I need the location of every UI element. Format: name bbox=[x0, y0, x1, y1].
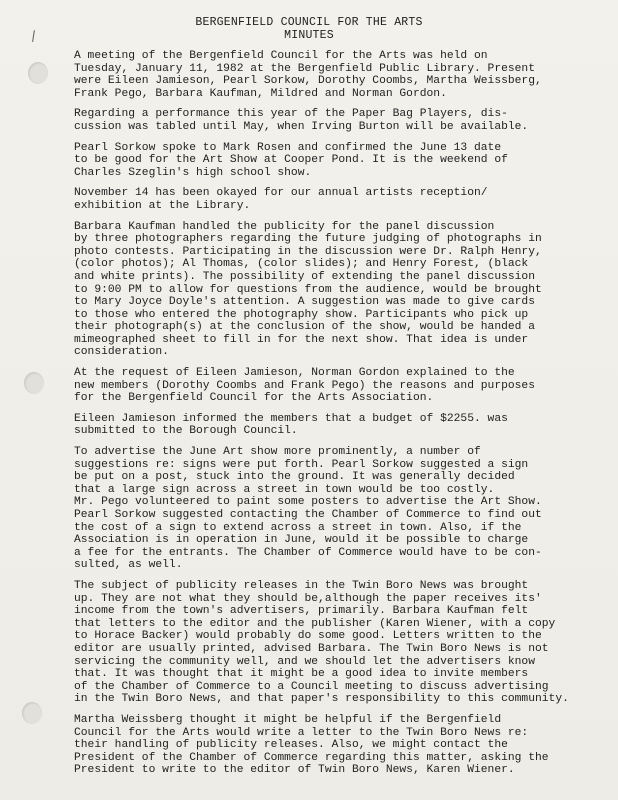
paragraph-publicity-releases: The subject of publicity releases in the Twin Boro News was brought up. They are not what they should be,although the paper receives its' income from the town's advertisers, primarily. Barbara Kaufman felt that letters to the editor and the publisher (Karen Wiener, with a copy to Horace Backer) would probably do some good. Letters written to the editor are usually printed, advised Barbara. The Twin Boro News is not servicing the community well, and we should let the advertisers know that. It was thought that it might be a good idea to invite members of the Chamber of Commerce to a Council meeting to discuss advertising in the Twin Boro News, and that paper's responsibility to this community. bbox=[74, 579, 569, 706]
punch-hole-middle bbox=[24, 372, 44, 394]
document-title: BERGENFIELD COUNCIL FOR THE ARTS bbox=[195, 16, 423, 29]
paragraph-budget: Eileen Jamieson informed the members that a budget of $2255. was submitted to the Borough Council. bbox=[74, 412, 508, 438]
pen-mark: / bbox=[27, 29, 41, 47]
paragraph-art-show-signs: To advertise the June Art show more prominently, a number of suggestions re: signs were put forth. Pearl Sorkow suggested a sign be put on a post, stuck into the ground. It was generally decided that a large sign across a street in town would be too costly. Mr. Pego volunteered to paint some posters to advertise the Art Show. Pearl Sorkow suggested contacting the Chamber of Commerce to find out the cost of a sign to extend across a street in town. Also, if the Association is in operation in June, would it be possible to charge a fee for the entrants. The Chamber of Commerce would have to be con- sulted, as well. bbox=[74, 446, 542, 572]
paragraph-paper-bag-players: Regarding a performance this year of the Paper Bag Players, dis- cussion was tabled until May, when Irving Burton will be available. bbox=[74, 108, 529, 133]
paragraph-panel-discussion: Barbara Kaufman handled the publicity for the panel discussion by three photographers regarding the future judging of photographs in photo contests. Participating in the discussion were Dr. Ralph Henry, (color photos); Al Thomas, (color slides); and Henry Forest, (black and white prints). The possibility of extending the panel discussion to 9:00 PM to allow for questions from the audience, would be brought to Mary Joyce Doyle's attention. A suggestion was made to give cards to those who entered the photography show. Participants who pick up their photograph(s) at the conclusion of the show, would be handed a mimeographed sheet to fill in for the next show. That idea is under consideration. bbox=[74, 220, 542, 359]
paragraph-letter-suggestion: Martha Weissberg thought it might be helpful if the Bergenfield Council for the Arts would write a letter to the Twin Boro News re: their handling of publicity releases. Also, we might contact the President of the Chamber of Commerce regarding this matter, asking the President to write to the editor of Twin Boro News, Karen Wiener. bbox=[74, 713, 549, 777]
document-subtitle: MINUTES bbox=[284, 29, 334, 42]
paragraph-november-reception: November 14 has been okayed for our annual artists reception/ exhibition at the Library. bbox=[74, 187, 488, 212]
punch-hole-bottom bbox=[22, 702, 42, 724]
minutes-body bbox=[74, 50, 590, 785]
paragraph-meeting: A meeting of the Bergenfield Council for the Arts was held on Tuesday, January 11, 1982 at the Bergenfield Public Library. Present were Eileen Jamieson, Pearl Sorkow, Dorothy Coombs, Martha Weissberg, Frank Pego, Barbara Kaufman, Mildred and Norman Gordon. bbox=[74, 50, 542, 100]
punch-hole-top bbox=[28, 62, 48, 84]
paragraph-new-members: At the request of Eileen Jamieson, Norman Gordon explained to the new members (Dorothy Coombs and Frank Pego) the reasons and purposes for the Bergenfield Council for the Arts Association. bbox=[74, 367, 535, 405]
paragraph-art-show-date: Pearl Sorkow spoke to Mark Rosen and confirmed the June 13 date to be good for the Art Show at Cooper Pond. It is the weekend of Charles Szeglin's high school show. bbox=[74, 141, 508, 179]
